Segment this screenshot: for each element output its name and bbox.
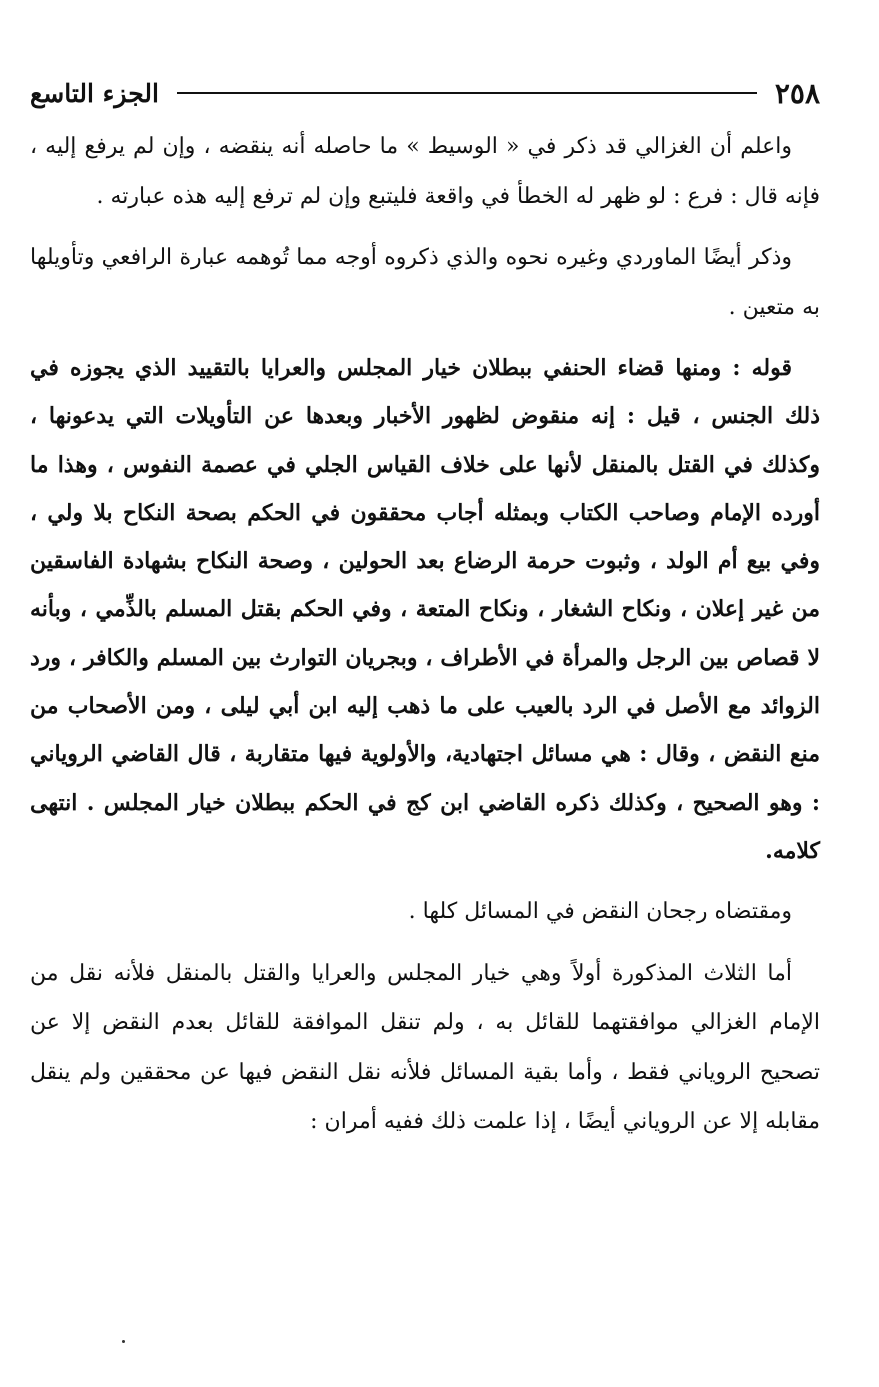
paragraph-conclusion: ومقتضاه رجحان النقض في المسائل كلها . (408, 899, 792, 925)
ink-speck (122, 1340, 125, 1343)
paragraph-ghazali: واعلم أن الغزالي قد ذكر في « الوسيط » ما حاصله أنه ينقضه ، وإن لم يرفع إليه ، فإنه قال : فرع : لو ظهر له الخطأ في واقعة فليتبع وإن لم ترفع إليه هذه عبارته . (30, 134, 820, 209)
page-header (30, 70, 820, 116)
paragraph-explanation: أما الثلاث المذكورة أولاً وهي خيار المجلس والعرايا والقتل بالمنقل فلأنه نقل من الإمام الغزالي موافقتهما للقائل به ، ولم تنقل الموافقة للقائل بعدم النقض إلا عن تصحيح الروياني فقط ، وأما بقية المسائل فلأنه نقل النقض فيها عن محققين ولم ينقل مقابله إلا عن الروياني أيضًا ، إذا علمت ذلك ففيه أمران : (30, 960, 820, 1135)
page-number: ٢٥٨ (774, 76, 820, 110)
paragraph-mawardi: وذكر أيضًا الماوردي وغيره نحوه والذي ذكروه أوجه مما تُوهمه عبارة الرافعي وتأويلها به متعين . (30, 245, 820, 320)
part-title: الجزء التاسع (30, 78, 159, 108)
header-rule (177, 92, 757, 94)
book-page (30, 70, 820, 1159)
paragraph-quoted-text: قوله : ومنها قضاء الحنفي ببطلان خيار المجلس والعرايا بالتقييد الذي يجوزه في ذلك الجنس ، قيل : إنه منقوض لظهور الأخبار وبعدها عن التأويلات التي يدعونها ، وكذلك في القتل بالمنقل لأنها على خلاف القياس الجلي في عصمة النفوس ، وهذا ما أورده الإمام وصاحب الكتاب وبمثله أجاب محققون في الحكم بصحة النكاح بلا ولي ، وفي بيع أم الولد ، وثبوت حرمة الرضاع بعد الحولين ، وصحة النكاح بشهادة الفاسقين من غير إعلان ، ونكاح الشغار ، ونكاح المتعة ، وفي الحكم بقتل المسلم بالذِّمي ، وبأنه لا قصاص بين الرجل والمرأة في الأطراف ، وبجريان التوارث بين المسلم والكافر ، ورد الزوائد مع الأصل في الرد بالعيب على ما ذهب إليه ابن أبي ليلى ، ومن الأصحاب من منع النقض ، وقال : هي مسائل اجتهادية، والأولوية فيها متقاربة ، قال القاضي الروياني : وهو الصحيح ، وكذلك ذكره القاضي ابن كج في الحكم ببطلان خيار المجلس . انتهى كلامه. (30, 355, 820, 864)
